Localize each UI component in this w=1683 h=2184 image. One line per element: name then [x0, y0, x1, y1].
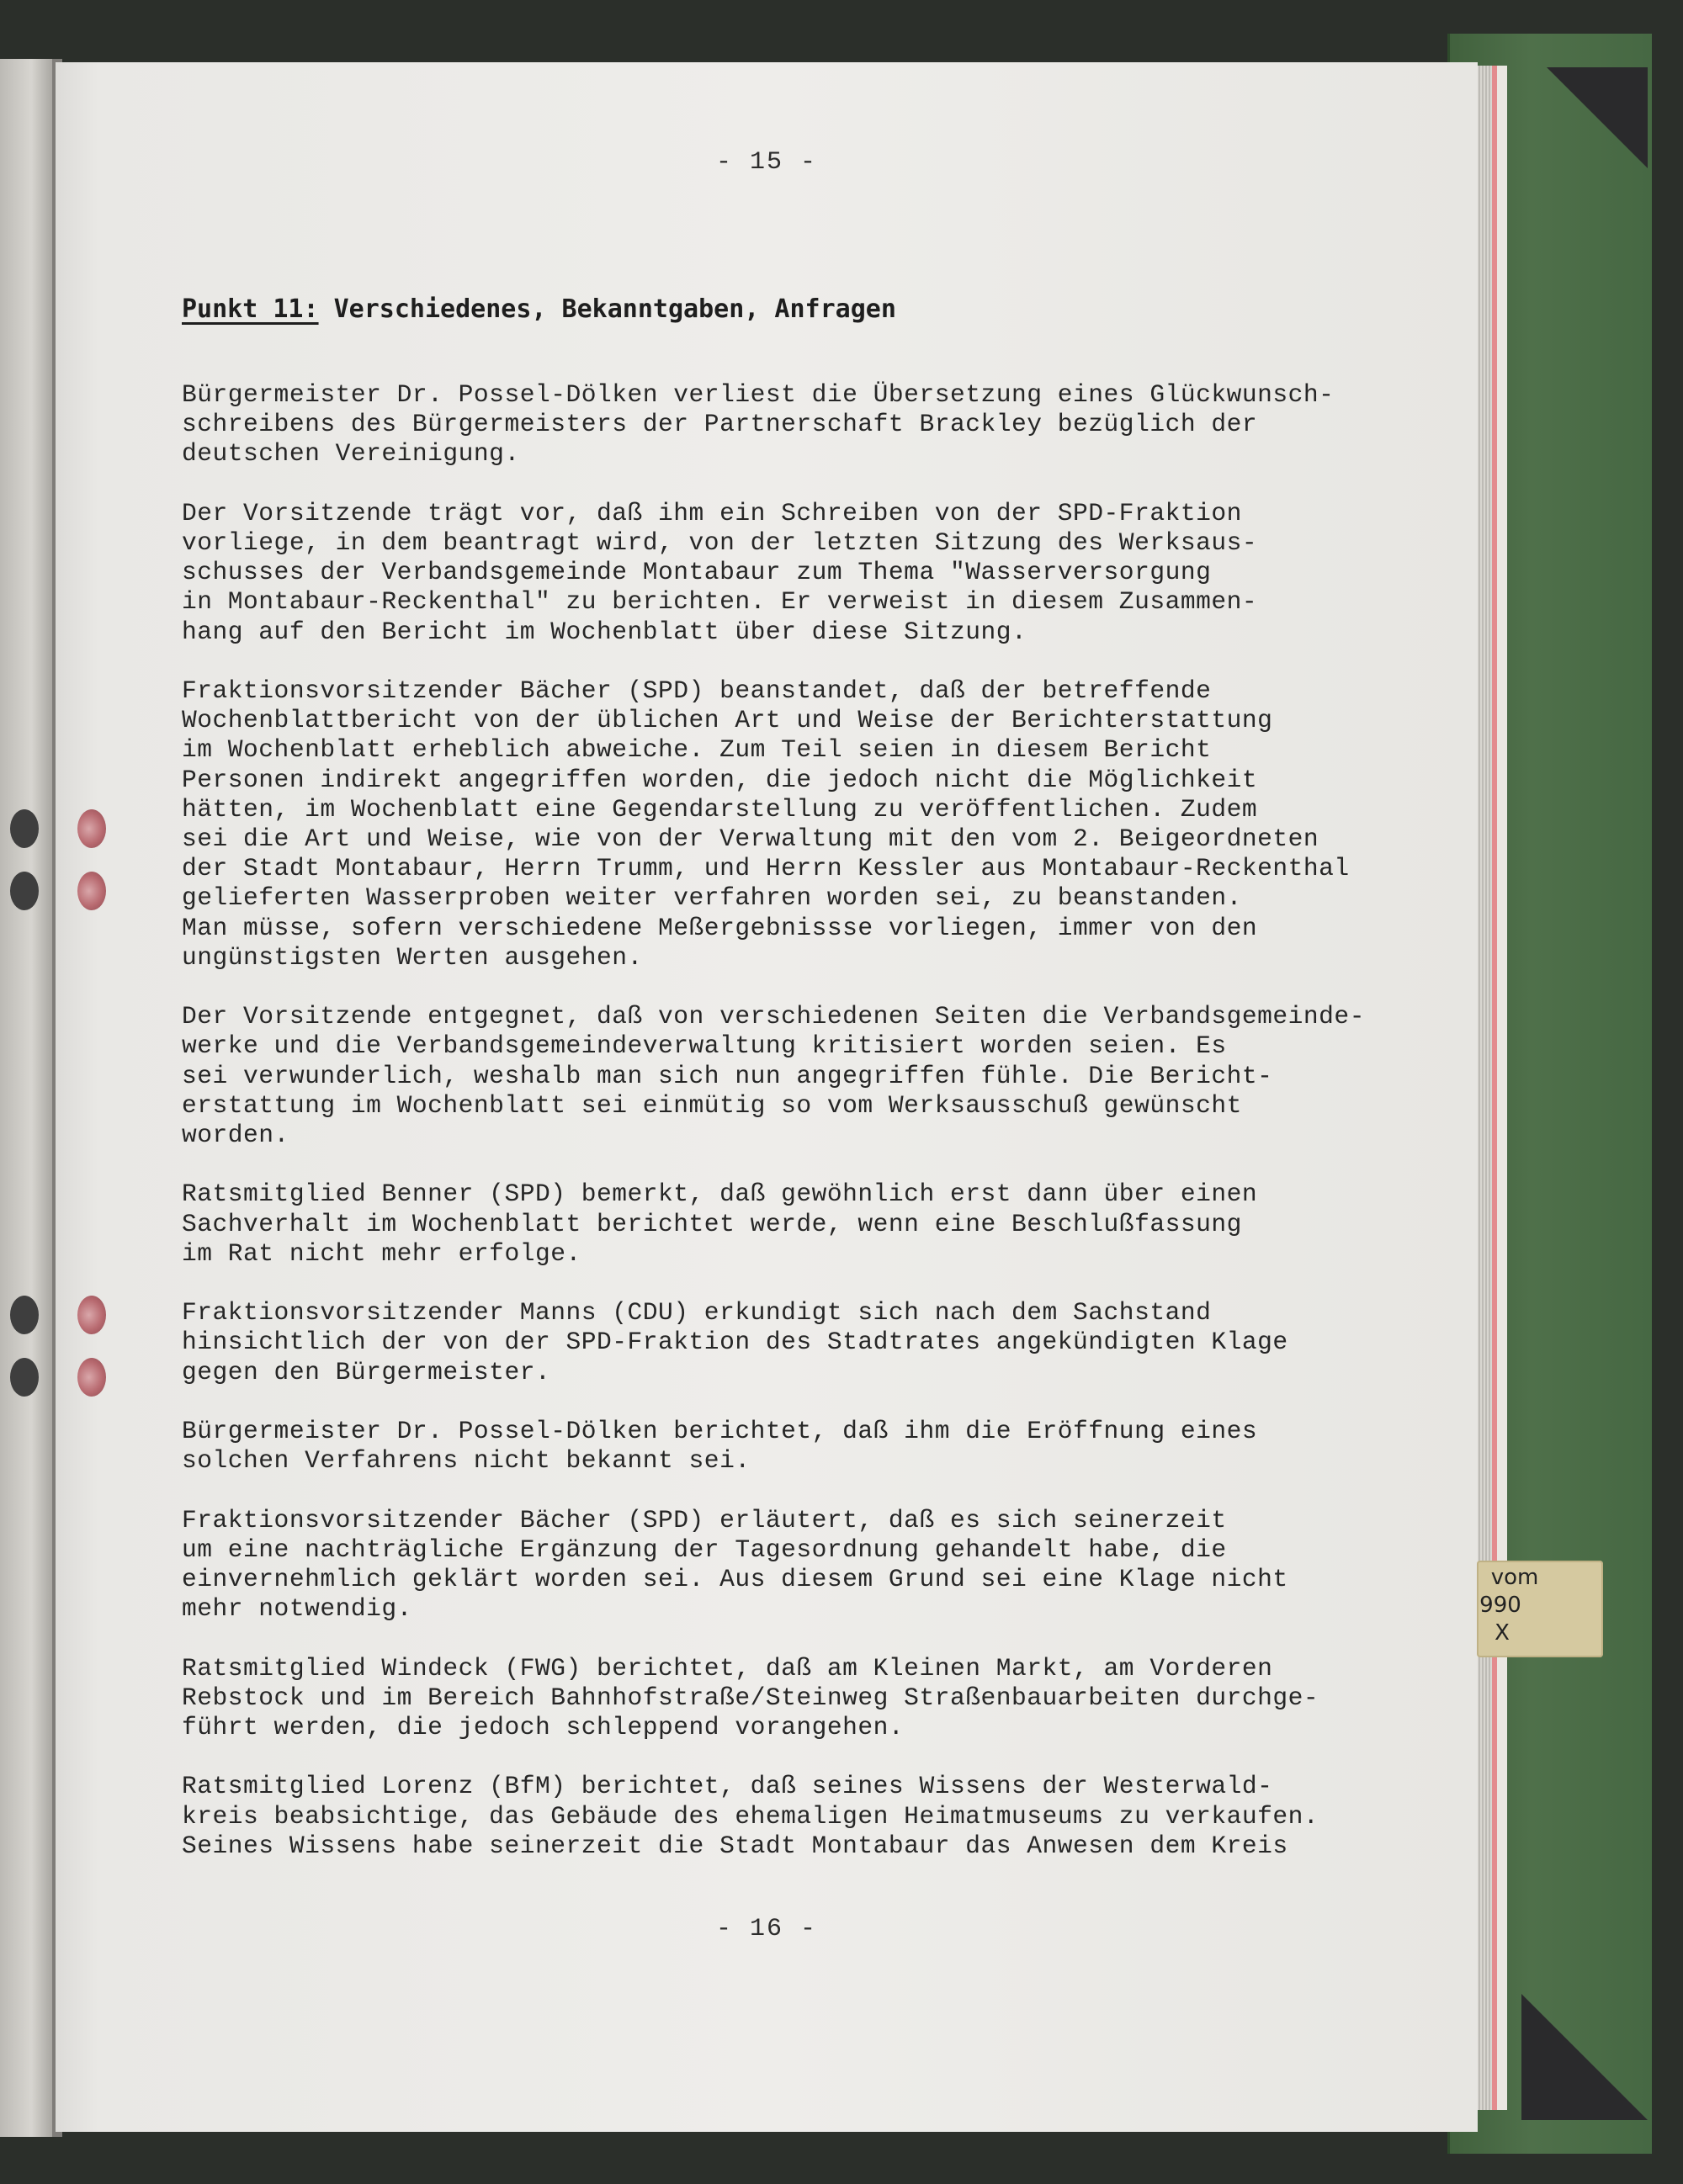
text-line: um eine nachträgliche Ergänzung der Tagesordnung gehandelt habe, die — [182, 1535, 1227, 1564]
page-number-top: - 15 - — [715, 148, 818, 177]
tab-label-line: X — [1495, 1620, 1510, 1646]
text-line: worden. — [182, 1121, 289, 1150]
paragraph — [182, 1506, 1394, 1625]
text-line: Personen indirekt angegriffen worden, die jedoch nicht die Möglichkeit — [182, 765, 1258, 794]
paragraph — [182, 1179, 1394, 1269]
paragraph — [182, 1002, 1394, 1150]
punch-hole-icon — [77, 872, 106, 910]
text-line: Rebstock und im Bereich Bahnhofstraße/Steinweg Straßenbauarbeiten durchge- — [182, 1683, 1319, 1712]
text-line: schusses der Verbandsgemeinde Montabaur zum Thema "Wasserversorgung — [182, 558, 1212, 587]
paragraph — [182, 1417, 1394, 1476]
text-line: Ratsmitglied Benner (SPD) bemerkt, daß gewöhnlich erst dann über einen — [182, 1179, 1258, 1209]
text-line: Der Vorsitzende trägt vor, daß ihm ein Schreiben von der SPD-Fraktion — [182, 498, 1242, 527]
punch-hole-icon — [77, 1296, 106, 1334]
text-line: Fraktionsvorsitzender Manns (CDU) erkundigt sich nach dem Sachstand — [182, 1298, 1212, 1328]
document-body — [182, 380, 1394, 1890]
text-line: Sachverhalt im Wochenblatt berichtet werde, wenn eine Beschlußfassung — [182, 1209, 1242, 1238]
text-line: ungünstigsten Werten ausgehen. — [182, 942, 643, 972]
text-line: schreibens des Bürgermeisters der Partnerschaft Brackley bezüglich der — [182, 410, 1258, 439]
punch-hole-icon — [77, 809, 106, 848]
text-line: Der Vorsitzende entgegnet, daß von verschiedenen Seiten die Verbandsgemeinde- — [182, 1002, 1365, 1031]
text-line: hinsichtlich der von der SPD-Fraktion des Stadtrates angekündigten Klage — [182, 1328, 1288, 1357]
text-line: gelieferten Wasserproben weiter verfahren worden sei, zu beanstanden. — [182, 883, 1242, 913]
text-line: vorliege, in dem beantragt wird, von der letzten Sitzung des Werksaus- — [182, 528, 1258, 557]
page-number-bottom: - 16 - — [715, 1915, 818, 1943]
punch-hole-icon — [10, 1358, 39, 1397]
paragraph — [182, 1772, 1394, 1861]
punch-hole-icon — [10, 872, 39, 910]
paragraph — [182, 499, 1394, 647]
text-line: Fraktionsvorsitzender Bächer (SPD) erläutert, daß es sich seinerzeit — [182, 1505, 1227, 1535]
text-line: Bürgermeister Dr. Possel-Dölken verliest die Übersetzung eines Glückwunsch- — [182, 380, 1335, 409]
text-line: Man müsse, sofern verschiedene Meßergebnissse vorliegen, immer von den — [182, 913, 1258, 942]
text-line: hätten, im Wochenblatt eine Gegendarstellung zu veröffentlichen. Zudem — [182, 794, 1258, 824]
text-line: gegen den Bürgermeister. — [182, 1357, 551, 1386]
text-line: Bürgermeister Dr. Possel-Dölken berichtet, daß ihm die Eröffnung eines — [182, 1417, 1258, 1446]
text-line: im Rat nicht mehr erfolge. — [182, 1238, 581, 1268]
paragraph — [182, 1298, 1394, 1387]
text-line: Ratsmitglied Lorenz (BfM) berichtet, daß seines Wissens der Westerwald- — [182, 1772, 1273, 1801]
text-line: werke und die Verbandsgemeindeverwaltung kritisiert worden seien. Es — [182, 1031, 1227, 1061]
paragraph — [182, 676, 1394, 973]
text-line: mehr notwendig. — [182, 1594, 412, 1624]
text-line: Wochenblattbericht von der üblichen Art und Weise der Berichterstattung — [182, 706, 1273, 735]
text-line: Seines Wissens habe seinerzeit die Stadt Montabaur das Anwesen dem Kreis — [182, 1831, 1288, 1860]
paragraph — [182, 380, 1394, 469]
paragraph — [182, 1654, 1394, 1743]
punch-hole-icon — [10, 1296, 39, 1334]
text-line: einvernehmlich geklärt worden sei. Aus diesem Grund sei eine Klage nicht — [182, 1565, 1288, 1594]
text-line: deutschen Vereinigung. — [182, 439, 520, 469]
punch-hole-icon — [77, 1358, 106, 1397]
text-line: hang auf den Bericht im Wochenblatt über diese Sitzung. — [182, 617, 1027, 646]
text-line: Ratsmitglied Windeck (FWG) berichtet, daß am Kleinen Markt, am Vorderen — [182, 1653, 1273, 1683]
text-line: der Stadt Montabaur, Herrn Trumm, und Herrn Kessler aus Montabaur-Reckenthal — [182, 854, 1350, 883]
text-line: sei die Art und Weise, wie von der Verwaltung mit den vom 2. Beigeordneten — [182, 824, 1319, 854]
text-line: sei verwunderlich, weshalb man sich nun angegriffen fühle. Die Bericht- — [182, 1061, 1273, 1090]
page-stack-edge-outer — [1497, 66, 1507, 2110]
tab-label-line: vom — [1490, 1565, 1539, 1590]
page-stack-edge — [1477, 66, 1492, 2110]
text-line: solchen Verfahrens nicht bekannt sei. — [182, 1446, 751, 1476]
text-line: Fraktionsvorsitzender Bächer (SPD) beanstandet, daß der betreffende — [182, 676, 1212, 705]
text-line: in Montabaur-Reckenthal" zu berichten. Er verweist in diesem Zusammen- — [182, 587, 1258, 617]
text-line: führt werden, die jedoch schleppend vorangehen. — [182, 1713, 905, 1742]
text-line: im Wochenblatt erheblich abweiche. Zum Teil seien in diesem Bericht — [182, 735, 1212, 765]
text-line: erstattung im Wochenblatt sei einmütig so vom Werksausschuß gewünscht — [182, 1090, 1242, 1120]
section-heading-title: Verschiedenes, Bekanntgaben, Anfragen — [333, 294, 896, 324]
section-heading — [182, 294, 896, 324]
section-heading-label: Punkt 11: — [182, 294, 319, 324]
left-facing-page — [0, 59, 52, 2137]
tab-label-line: 990 — [1479, 1593, 1521, 1618]
text-line: kreis beabsichtige, das Gebäude des ehemaligen Heimatmuseums zu verkaufen. — [182, 1801, 1319, 1831]
punch-hole-icon — [10, 809, 39, 848]
